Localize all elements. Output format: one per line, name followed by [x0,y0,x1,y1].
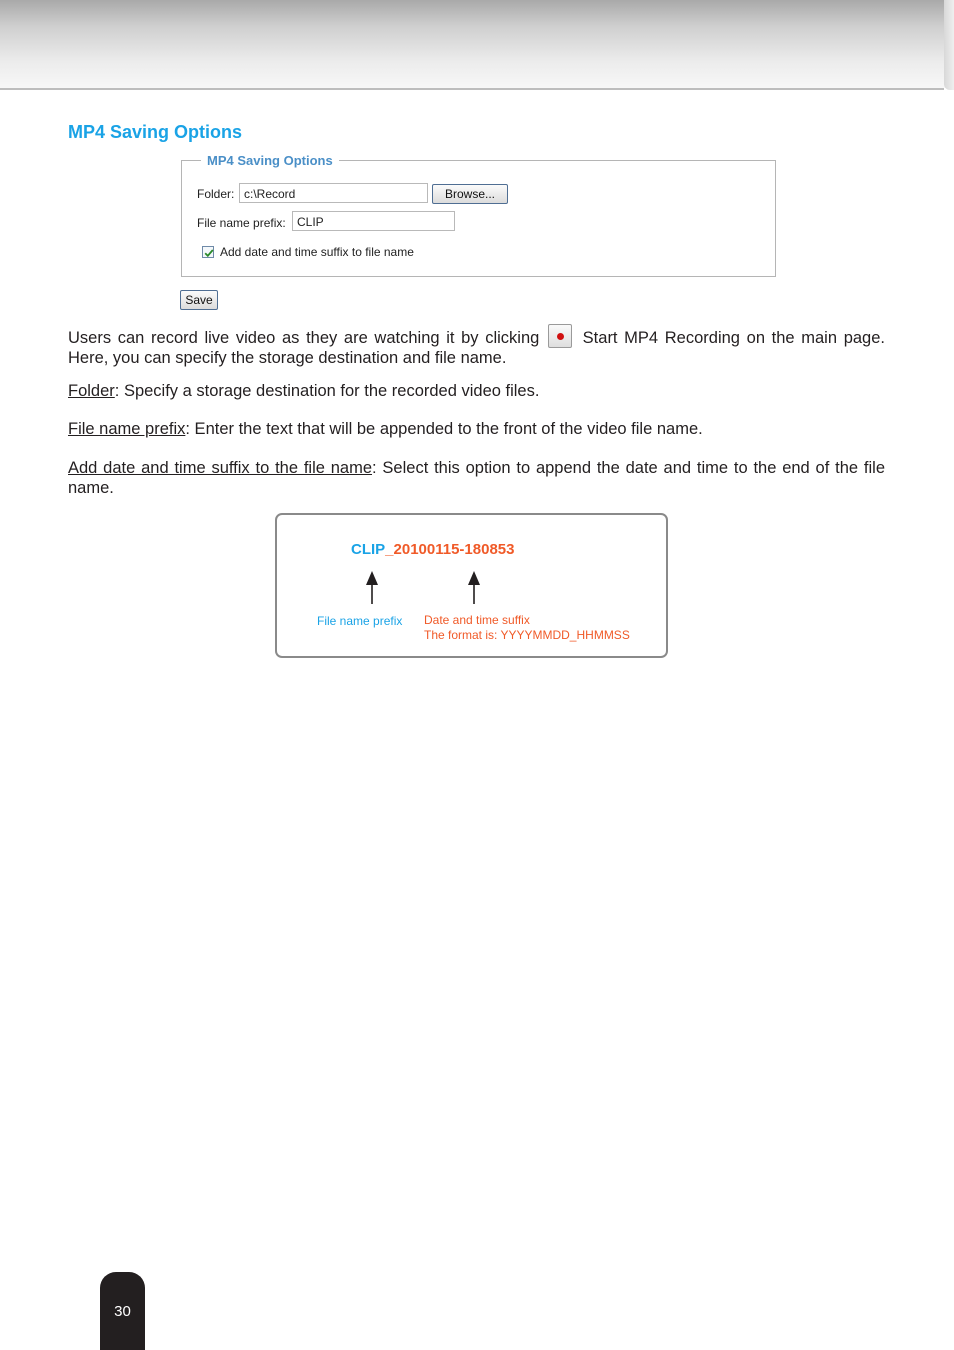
prefix-caption: File name prefix [317,614,403,628]
folder-term: Folder [68,382,115,400]
prefix-arrow-icon [366,571,378,604]
suffix-arrow-icon [468,571,480,604]
checkmark-icon [203,247,215,259]
diagram-arrows [350,566,490,606]
page-header-band [0,0,954,88]
prefix-term: File name prefix [68,420,186,438]
prefix-label: File name prefix: [197,216,286,230]
suffix-term: Add date and time suffix to the file name [68,459,373,477]
header-divider [0,88,944,90]
folder-label: Folder: [197,187,235,201]
suffix-caption [424,613,630,643]
page-number: 30 [114,1303,131,1320]
suffix-caption-line1: Date and time suffix [424,613,530,627]
browse-button[interactable]: Browse... [432,184,508,204]
folder-paragraph [68,382,885,402]
intro-paragraph [68,324,885,368]
header-edge [944,0,954,90]
prefix-paragraph [68,420,885,440]
example-prefix: CLIP [351,541,386,558]
folder-desc: : Specify a storage destination for the recorded video files. [114,382,540,400]
suffix-checkbox[interactable] [202,246,214,258]
folder-input[interactable]: c:\Record [239,183,428,203]
section-title: MP4 Saving Options [68,122,243,142]
intro-text-after: Start MP4 Recording on the main page. Here, you can specify the storage destination and file name. [68,329,885,367]
fieldset-legend: MP4 Saving Options [201,153,339,168]
suffix-desc: : Select this option to append the date and time to the end of the file name. [68,459,885,497]
record-icon [548,324,572,348]
suffix-paragraph [68,459,885,498]
prefix-input[interactable]: CLIP [292,211,455,231]
example-suffix: _20100115-180853 [385,541,515,558]
suffix-checkbox-label: Add date and time suffix to file name [220,245,414,259]
prefix-desc: : Enter the text that will be appended to the front of the video file name. [185,420,703,438]
save-button[interactable]: Save [180,290,218,310]
suffix-caption-line2: The format is: YYYYMMDD_HHMMSS [424,628,630,642]
example-filename [351,541,514,558]
intro-text-before: Users can record live video as they are watching it by clicking [68,329,540,347]
